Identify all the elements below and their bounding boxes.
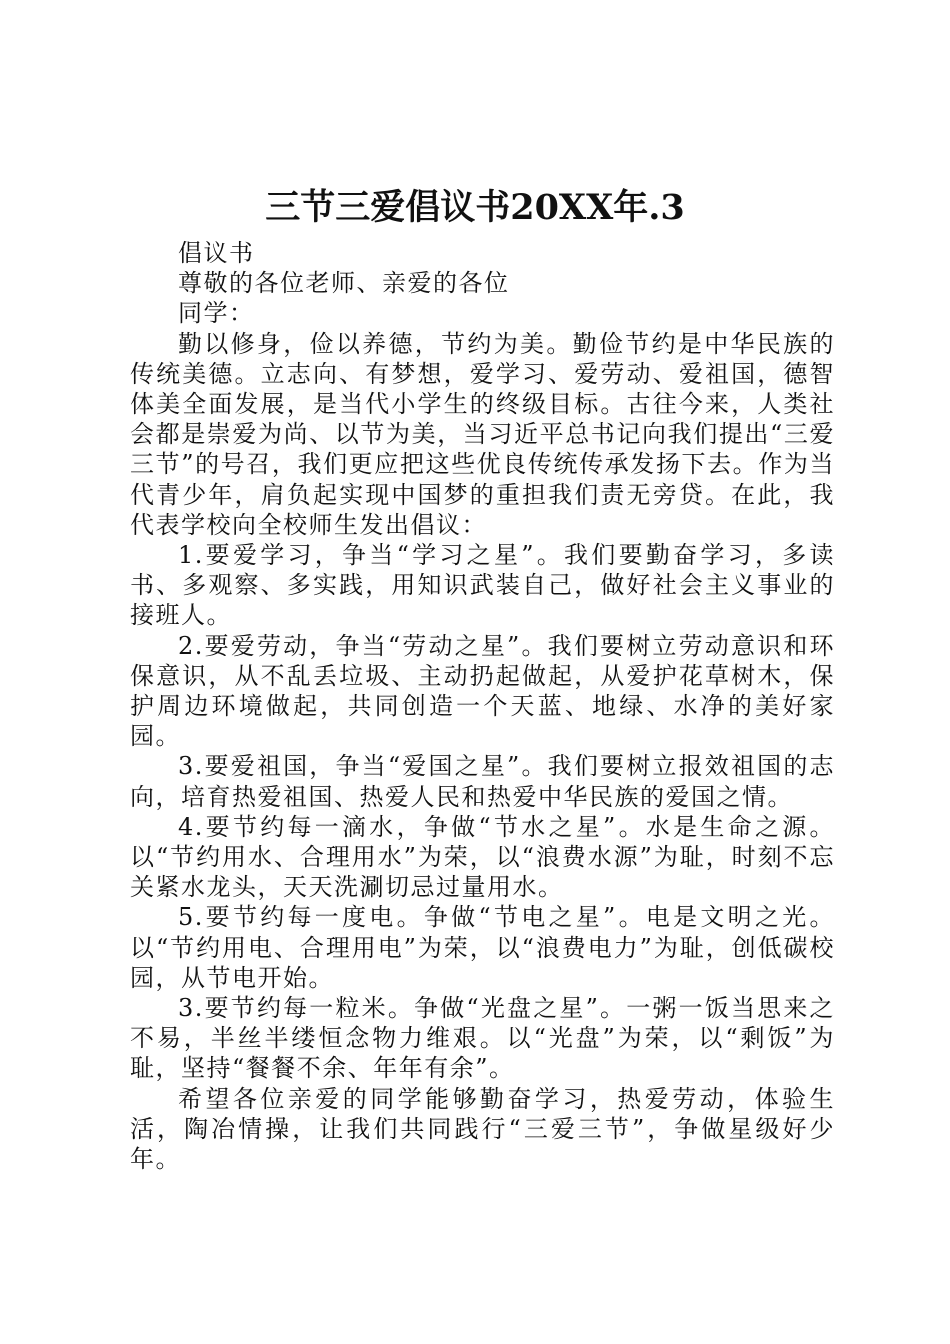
- item-save-food: 3.要节约每一粒米。争做“光盘之星”。一粥一饭当思来之不易，半丝半缕恒念物力维艰。以“光盘”为荣，以“剩饭”为耻，坚持“餐餐不余、年年有余”。: [130, 994, 835, 1083]
- document-title: 三节三爱倡议书20XX年.3: [265, 187, 685, 228]
- item-save-water: 4.要节约每一滴水，争做“节水之星”。水是生命之源。以“节约用水、合理用水”为荣，以“浪费水源”为耻，时刻不忘关紧水龙头，天天洗涮切忌过量用水。: [130, 812, 835, 902]
- document-body: [130, 238, 835, 1174]
- item-save-electricity: 5.要节约每一度电。争做“节电之星”。电是文明之光。以“节约用电、合理用电”为荣，以“浪费电力”为耻，创低碳校园，从节电开始。: [130, 903, 835, 992]
- item-love-learning: 1.要爱学习，争当“学习之星”。我们要勤奋学习，多读书、多观察、多实践，用知识武装自己，做好社会主义事业的接班人。: [130, 541, 835, 630]
- salutation-continuation: 同学：: [178, 299, 255, 328]
- salutation-line: 尊敬的各位老师、亲爱的各位: [178, 269, 510, 298]
- intro-paragraph: 勤以修身，俭以养德，节约为美。勤俭节约是中华民族的传统美德。立志向、有梦想，爱学习、爱劳动、爱祖国，德智体美全面发展，是当代小学生的终级目标。古往今来，人类社会都是崇爱为尚、以节为美，当习近平总书记向我们提出“三爱三节”的号召，我们更应把这些优良传统传承发扬下去。作为当代青少年，肩负起实现中国梦的重担我们责无旁贷。在此，我代表学校向全校师生发出倡议：: [130, 329, 835, 539]
- item-love-labor: 2.要爱劳动，争当“劳动之星”。我们要树立劳动意识和环保意识，从不乱丢垃圾、主动扔起做起，从爱护花草树木，保护周边环境做起，共同创造一个天蓝、地绿、水净的美好家园。: [130, 631, 835, 751]
- proposal-heading: 倡议书: [178, 239, 255, 267]
- closing-paragraph: 希望各位亲爱的同学能够勤奋学习，热爱劳动，体验生活，陶冶情操，让我们共同践行“三爱三节”，争做星级好少年。: [130, 1084, 835, 1174]
- item-love-country: 3.要爱祖国，争当“爱国之星”。我们要树立报效祖国的志向，培育热爱祖国、热爱人民和热爱中华民族的爱国之情。: [130, 752, 835, 811]
